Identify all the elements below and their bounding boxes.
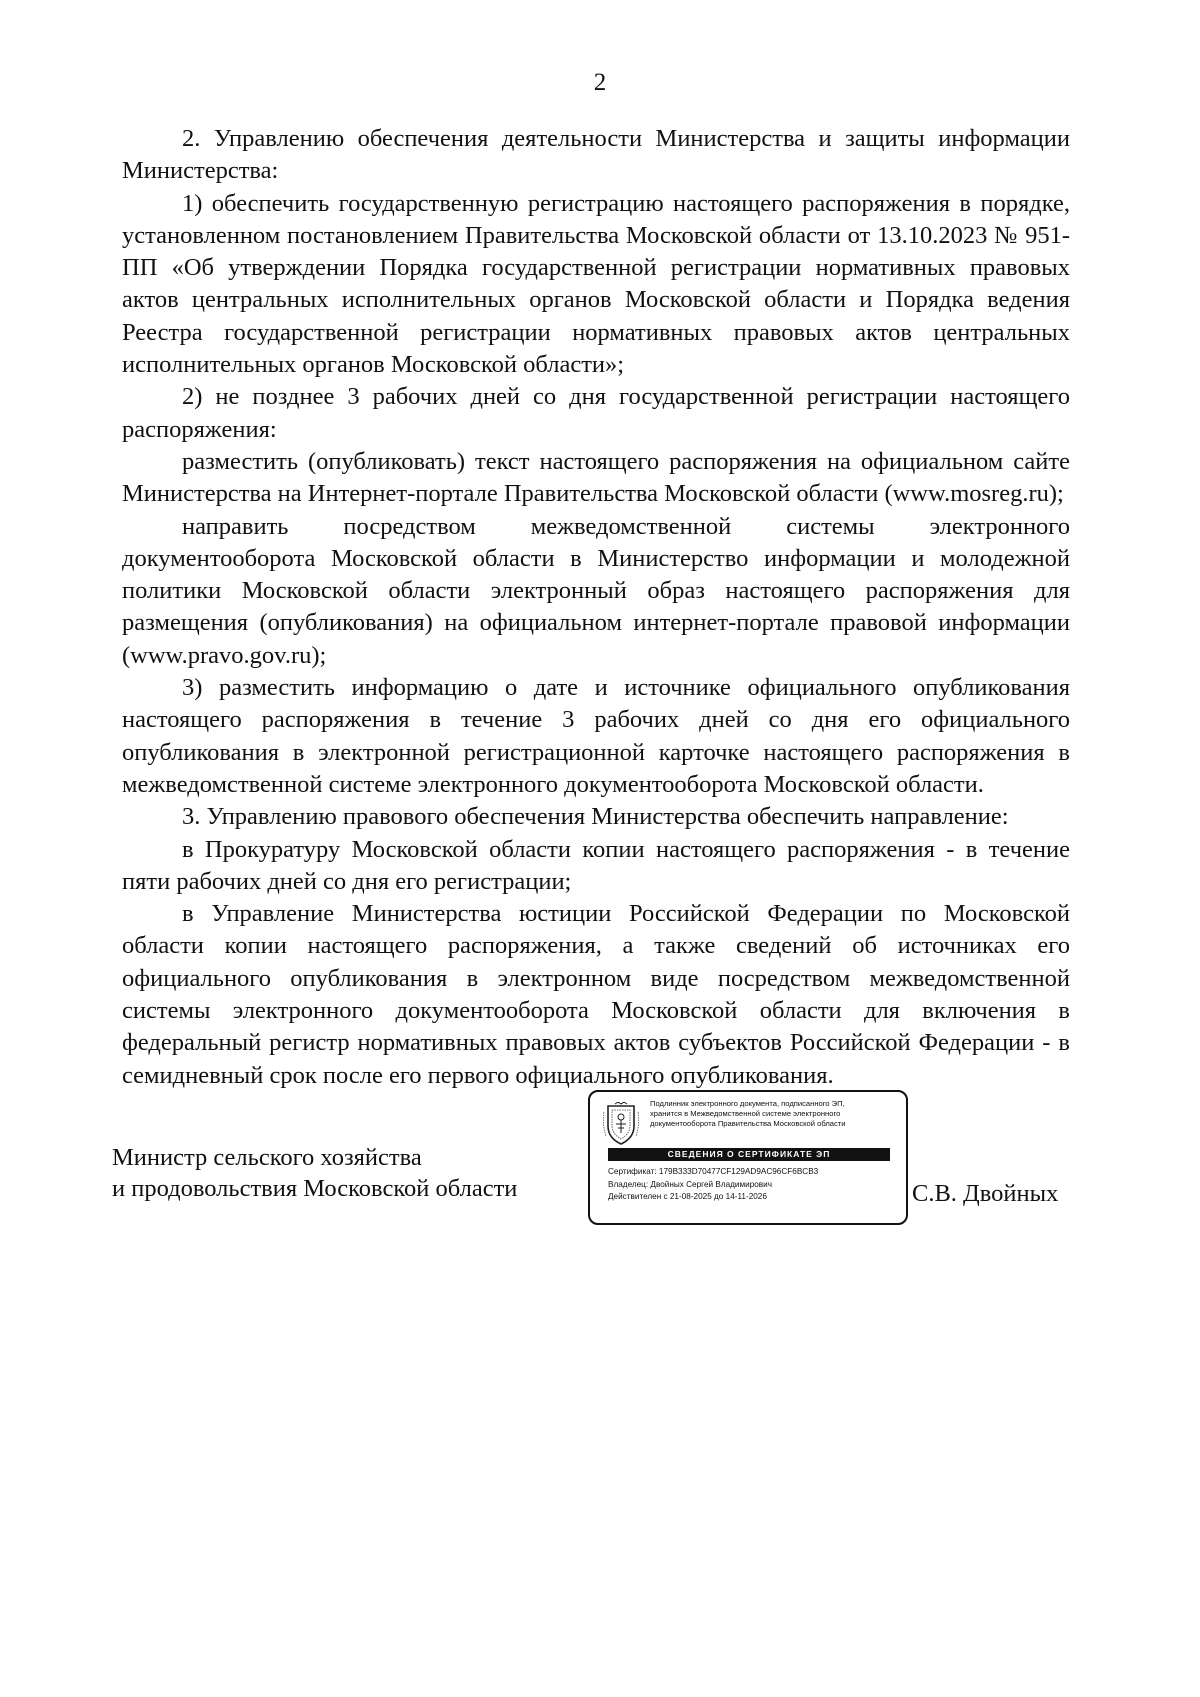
paragraph-clause-2-3: 3) разместить информацию о дате и источнике официального опубликования настоящего распоряжения в течение 3 рабочих дней со дня его официального опубликования в электронной регистрационной карточке настоящего распоряжения в межведомственной системе электронного документооборота Московской области. [122, 674, 1070, 798]
stamp-note [650, 1099, 904, 1129]
stamp-certificate-details [608, 1166, 898, 1204]
signer-position-line-1: Министр сельского хозяйства [112, 1144, 422, 1171]
coat-of-arms-icon [602, 1102, 640, 1146]
electronic-signature-stamp [588, 1090, 908, 1225]
stamp-note-line-1: Подлинник электронного документа, подписанного ЭП, [650, 1099, 845, 1108]
stamp-banner: СВЕДЕНИЯ О СЕРТИФИКАТЕ ЭП [608, 1148, 890, 1161]
paragraph-clause-2: 2. Управлению обеспечения деятельности Министерства и защиты информации Министерства: [122, 125, 1070, 185]
page-number: 2 [593, 69, 607, 96]
paragraph-publish-site: разместить (опубликовать) текст настоящего распоряжения на официальном сайте Министерства на Интернет-портале Правительства Московской области (www.mosreg.ru); [122, 447, 1070, 508]
signer-position [112, 1142, 517, 1204]
signer-position-line-2: и продовольствия Московской области [112, 1175, 518, 1202]
stamp-validity: Действителен с 21-08-2025 до 14-11-2026 [608, 1192, 767, 1201]
paragraph-send-pravo: направить посредством межведомственной системы электронного документооборота Московской области в Министерство информации и молодежной политики Московской области электронный образ настоящего распоряжения для размещения (опубликования) на официальном интернет-портале правовой информации (www.pravo.gov.ru); [122, 512, 1070, 669]
stamp-note-line-3: документооборота Правительства Московской области [650, 1119, 846, 1128]
stamp-note-line-2: хранится в Межведомственной системе электронного [650, 1109, 841, 1118]
paragraph-prosecutor: в Прокуратуру Московской области копии настоящего распоряжения - в течение пяти рабочих дней со дня его регистрации; [122, 835, 1070, 895]
paragraph-clause-3: 3. Управлению правового обеспечения Министерства обеспечить направление: [182, 803, 1009, 831]
paragraph-ministry-justice: в Управление Министерства юстиции Российской Федерации по Московской области копии настоящего распоряжения, а также сведений об источниках его официального опубликования в электронном виде посредством межведомственной системы электронного документооборота Московской области для включения в федеральный регистр нормативных правовых актов субъектов Российской Федерации - в семидневный срок после его первого официального опубликования. [122, 900, 1070, 1089]
stamp-certificate-number: Сертификат: 179B333D70477CF129AD9AC96CF6BCB3 [608, 1167, 819, 1176]
paragraph-clause-2-2: 2) не позднее 3 рабочих дней со дня государственной регистрации настоящего распоряжения: [122, 383, 1070, 443]
paragraph-clause-2-1: 1) обеспечить государственную регистрацию настоящего распоряжения в порядке, установленном постановлением Правительства Московской области от 13.10.2023 № 951-ПП «Об утверждении Порядка государственной регистрации нормативных правовых актов центральных исполнительных органов Московской области и Порядка ведения Реестра государственной регистрации нормативных правовых актов центральных исполнительных органов Московской области»; [122, 189, 1070, 379]
stamp-owner: Владелец: Двойных Сергей Владимирович [608, 1179, 772, 1189]
signer-name: С.В. Двойных [912, 1180, 1059, 1207]
document-body [122, 123, 1070, 1092]
